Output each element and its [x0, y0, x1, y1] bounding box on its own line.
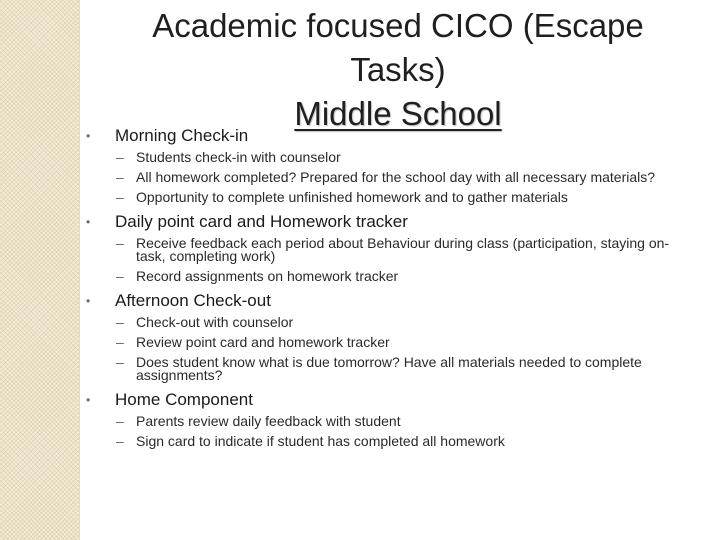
dash-icon: – — [116, 413, 124, 429]
bullet-icon: • — [86, 129, 91, 143]
section-morning-check-in — [86, 125, 686, 204]
dash-icon: – — [116, 433, 124, 449]
section-heading-row — [86, 211, 686, 233]
slide-content — [86, 125, 686, 455]
title-line-1: Academic focused CICO (Escape — [152, 7, 644, 44]
dash-icon: – — [116, 169, 124, 185]
sub-item-text: Review point card and homework tracker — [136, 334, 390, 350]
sub-item — [86, 435, 686, 448]
section-heading: Daily point card and Homework tracker — [115, 212, 408, 231]
section-afternoon-check-out — [86, 290, 686, 382]
sub-item — [86, 191, 686, 204]
sub-item-list — [86, 237, 686, 283]
section-heading: Home Component — [115, 390, 253, 409]
sub-item — [86, 415, 686, 428]
dash-icon: – — [116, 235, 124, 251]
section-heading: Afternoon Check-out — [115, 291, 271, 310]
sub-item — [86, 336, 686, 349]
sub-item — [86, 316, 686, 329]
sub-item — [86, 356, 686, 382]
sub-item-text: Check-out with counselor — [136, 314, 294, 330]
sub-item-text: Students check-in with counselor — [136, 149, 341, 165]
title-subtitle-middle-school: Middle School — [294, 95, 502, 132]
decorative-side-band — [0, 0, 80, 540]
sub-item-text: Parents review daily feedback with student — [136, 413, 401, 429]
section-home-component — [86, 389, 686, 448]
section-heading-row — [86, 290, 686, 312]
sub-item — [86, 237, 686, 263]
sub-item — [86, 171, 686, 184]
dash-icon: – — [116, 334, 124, 350]
sub-item-text: Does student know what is due tomorrow? Have all materials needed to complete assignments? — [136, 354, 642, 383]
section-heading-row — [86, 389, 686, 411]
sub-item-text: Opportunity to complete unfinished homework and to gather materials — [136, 189, 568, 205]
sub-item-list — [86, 415, 686, 448]
sub-item-text: Receive feedback each period about Behaviour during class (participation, staying on-task, completing work) — [136, 235, 670, 264]
bullet-icon: • — [86, 215, 91, 229]
sub-item-text: Record assignments on homework tracker — [136, 268, 399, 284]
sub-item-text: All homework completed? Prepared for the school day with all necessary materials? — [136, 169, 656, 185]
section-heading: Morning Check-in — [115, 126, 249, 145]
dash-icon: – — [116, 354, 124, 370]
title-line-2: Tasks) — [350, 51, 446, 88]
sub-item-list — [86, 316, 686, 382]
bullet-icon: • — [86, 393, 91, 407]
dash-icon: – — [116, 189, 124, 205]
sub-item — [86, 151, 686, 164]
slide-title — [98, 4, 698, 136]
bullet-icon: • — [86, 294, 91, 308]
section-daily-point-card — [86, 211, 686, 283]
sub-item-text: Sign card to indicate if student has completed all homework — [136, 433, 505, 449]
dash-icon: – — [116, 314, 124, 330]
dash-icon: – — [116, 268, 124, 284]
sub-item — [86, 270, 686, 283]
section-heading-row — [86, 125, 686, 147]
dash-icon: – — [116, 149, 124, 165]
sub-item-list — [86, 151, 686, 204]
